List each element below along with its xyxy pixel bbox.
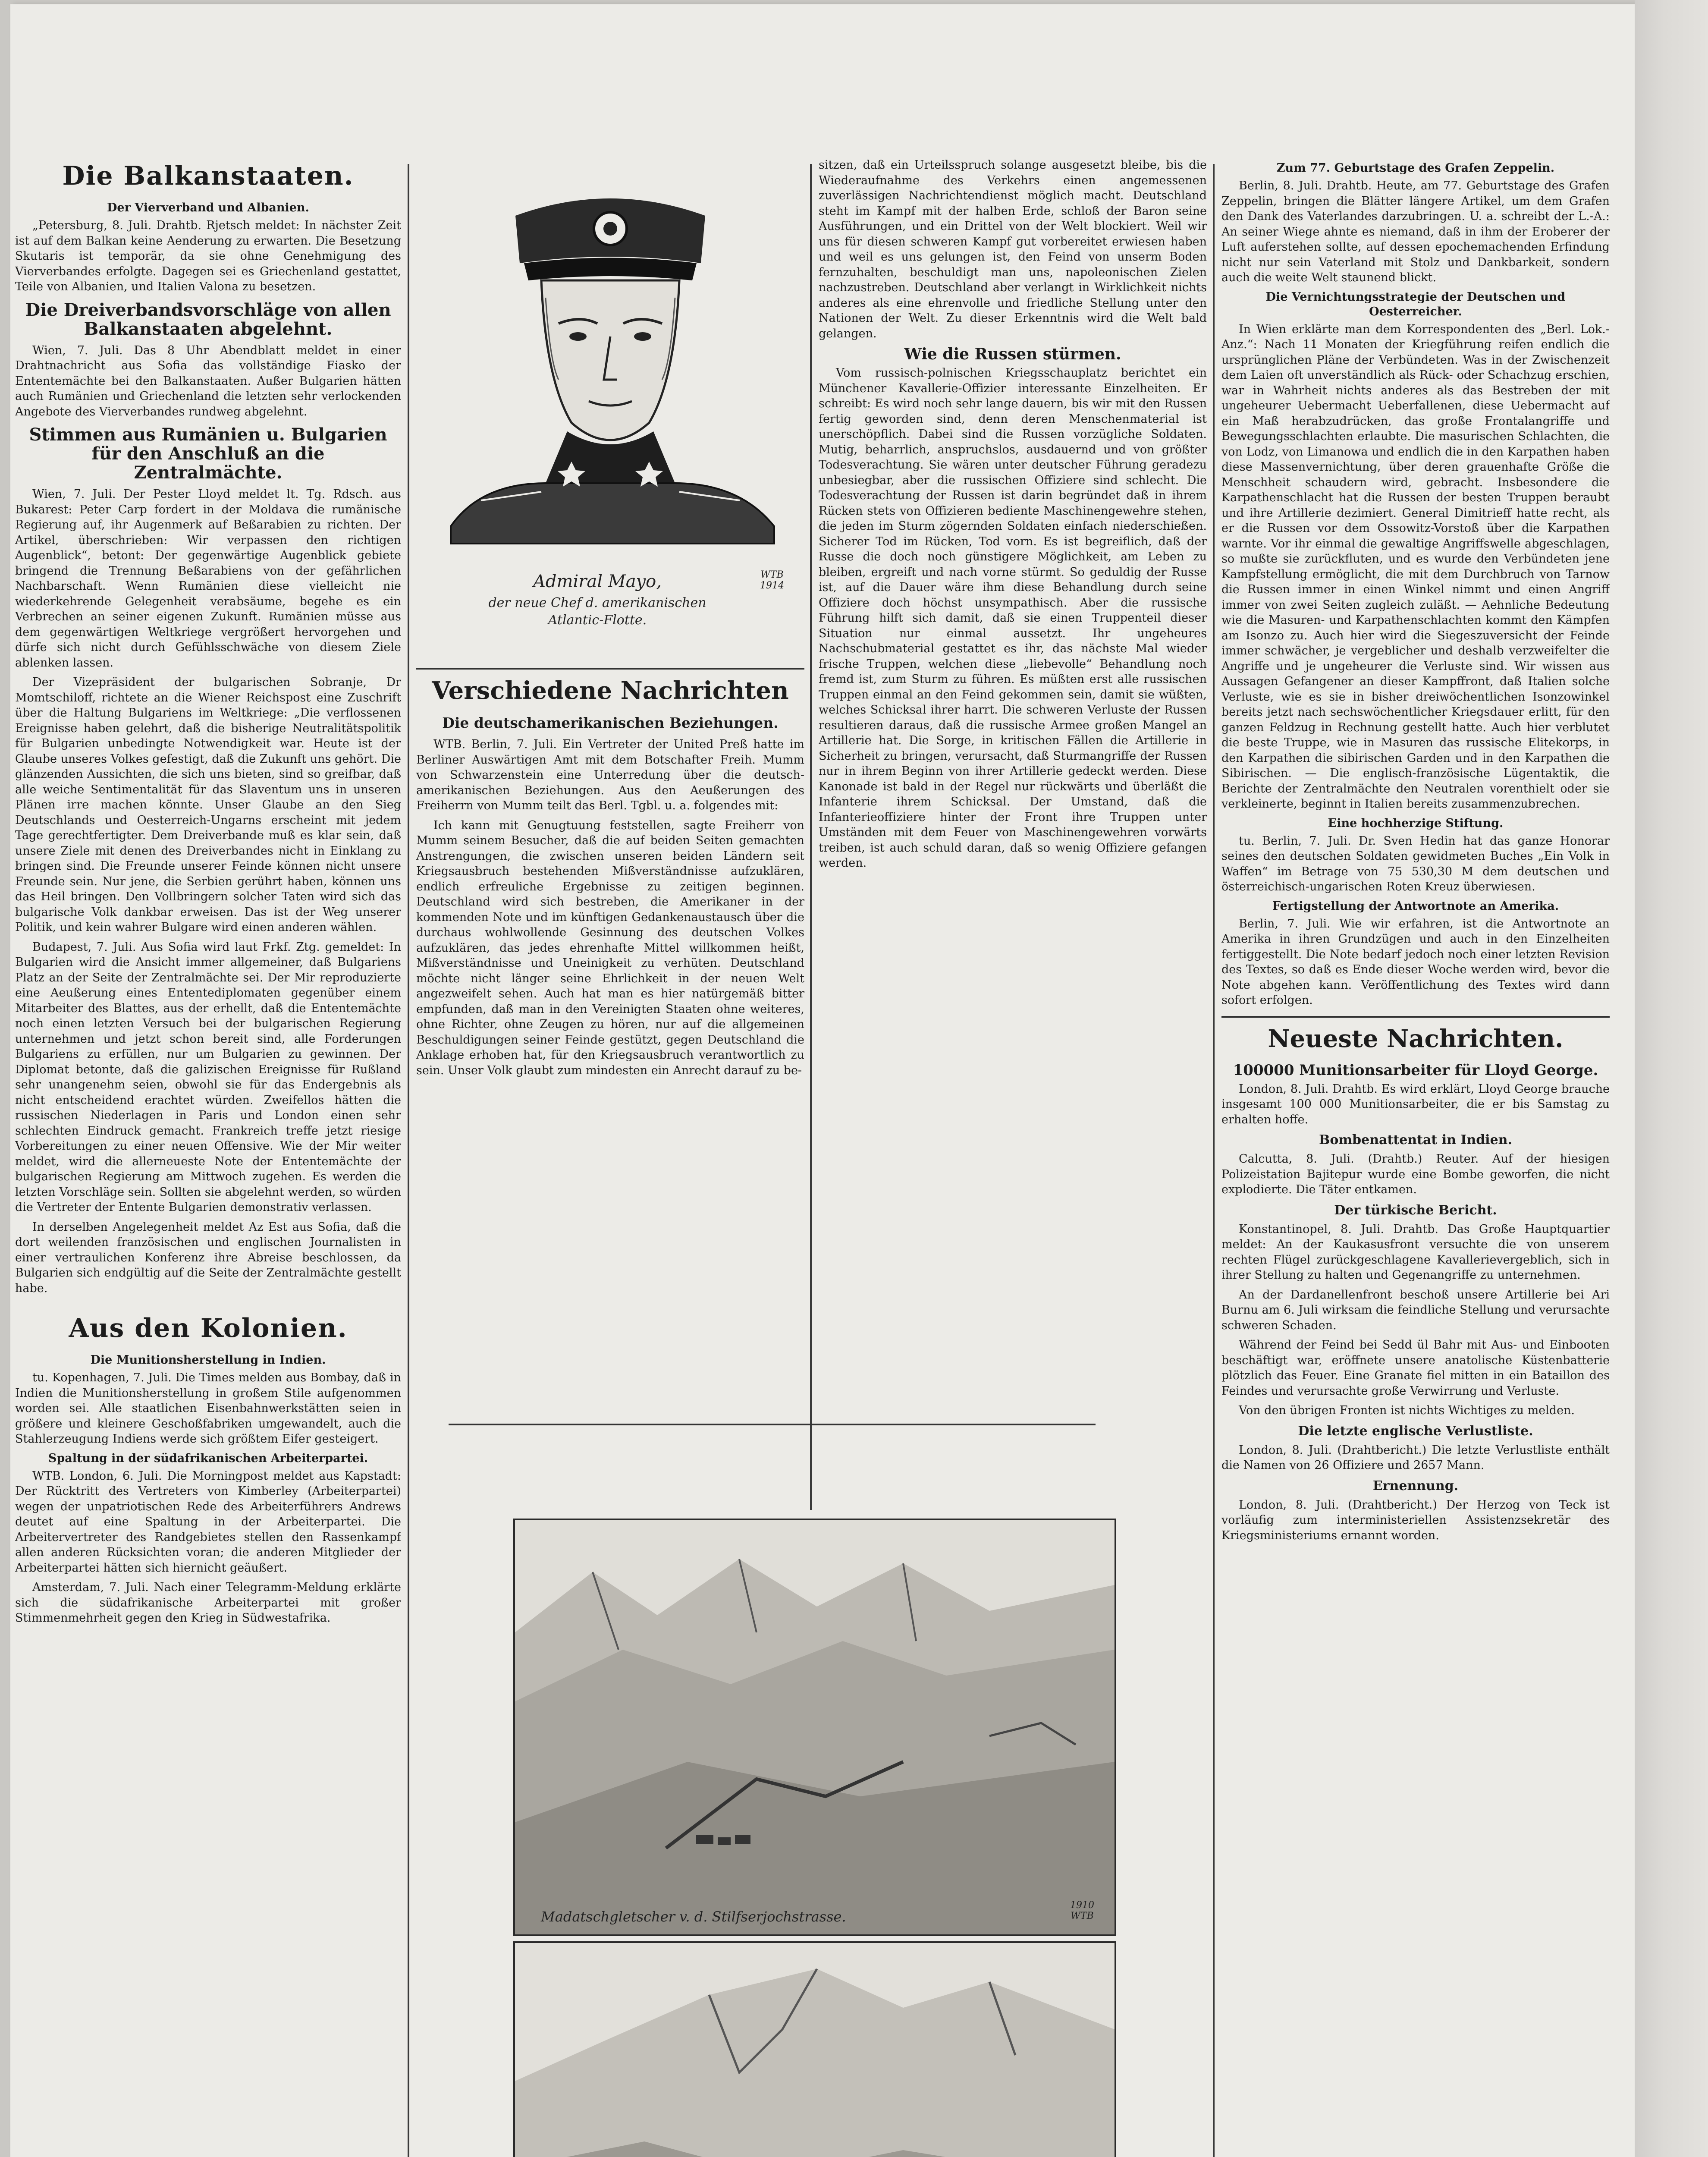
article-paragraph: Während der Feind bei Sedd ül Bahr mit Aus- und Einbooten beschäftigt war, eröffnete unsere anatolische Küstenbatterie plötzlich das Feuer. Eine Granate fiel mitten in ein Bataillon des Feindes und verursachte große Verwirrung und Verluste. — [1221, 1338, 1610, 1398]
article-paragraph: Wien, 7. Juli. Das 8 Uhr Abendblatt meldet in einer Drahtnachricht aus Sofia das vollständige Fiasko der Ententemächte bei den Balkanstaaten. Außer Bulgarien hätten auch Rumänien und Griechenland die letzten sehr verlockenden Angebote des Vierverbandes rundweg abgelehnt. — [15, 343, 401, 418]
article-paragraph: WTB. London, 6. Juli. Die Morningpost meldet aus Kapstadt: Der Rücktritt des Vertreters von Kimberley (Arbeiterpartei) wegen der unpatriotischen Rede des Arbeiterführers Andrews deutet auf eine Spaltung in der Arbeiterpartei. Die Arbeitervertreter des Randgebietes stellen den Rassenkampf allen anderen Rücksichten voran; die anderen Mitglieder der Arbeiterpartei hätten sich hiernicht geäußert. — [15, 1469, 401, 1575]
article-paragraph: Budapest, 7. Juli. Aus Sofia wird laut Frkf. Ztg. gemeldet: In Bulgarien wird die Ansicht immer allgemeiner, daß Bulgariens Platz an der Seite der Zentralmächte sei. Der Mir reproduzierte eine Aeußerung eines Ententediplomaten gegenüber einem Mitarbeiter des Blattes, aus der erhellt, daß die Ententemächte noch einen letzten Versuch bei der bulgarischen Regierung unternehmen und jetzt schon bereit sind, alle Forderungen Bulgariens zu erfüllen, nur um Bulgarien zu gewinnen. Der Diplomat betonte, daß die galizischen Ereignisse für Rußland sehr unangenehm seien, obwohl sie für das Endergebnis als nicht entscheidend erachtet würden. Zweifellos hätten die russischen Niederlagen in Paris und London einen sehr schlechten Eindruck gemacht. Frankreich treffe jetzt riesige Vorbereitungen zu einer neuen Offensive. Wie der Mir weiter meldet, wird die allerneueste Note der Ententemächte der bulgarischen Regierung am Mittwoch zugehen. Es werden die letzten Vorschläge sein. Sollten sie abgelehnt werden, so würden die Vertreter der Entente Bulgarien demonstrativ verlassen. — [15, 940, 401, 1214]
article-paragraph: Berlin, 8. Juli. Drahtb. Heute, am 77. Geburtstage des Grafen Zeppelin, bringen die Blätter längere Artikel, um dem Grafen den Dank des Vaterlandes darzubringen. U. a. schreibt der L.-A.: An seiner Wiege ahnte es niemand, daß in ihm der Eroberer der Luft auferstehen sollte, auf dessen epochemachenden Erfindung nicht nur sein Vaterland mit Stolz und Dankbarkeit, sondern auch die weite Welt staunend blickt. — [1221, 179, 1610, 284]
article-paragraph: Amsterdam, 7. Juli. Nach einer Telegramm-Meldung erklärte sich die südafrikanische Arbeiterpartei mit großer Stimmenmehrheit gegen den Krieg in Südwestafrika. — [15, 1581, 401, 1625]
separator-rule — [449, 1424, 1096, 1425]
article-paragraph: „Petersburg, 8. Juli. Drahtb. Rjetsch meldet: In nächster Zeit ist auf dem Balkan keine Aenderung zu erwarten. Die Besetzung Skutaris ist temporär, da sie ohne Genehmigung des Vierverbandes erfolgte. Dagegen sei es Griechenland gestattet, Teile von Albanien, und Italien Valona zu besetzen. — [15, 219, 401, 293]
column-rule-1 — [408, 164, 409, 2157]
illustration-signature-1: 1910 WTB — [1070, 1900, 1094, 1921]
article-paragraph: London, 8. Juli. (Drahtbericht.) Der Herzog von Teck ist vorläufig zum interministeriellen Assistenzsekretär des Kriegsministeriums ernannt worden. — [1221, 1498, 1610, 1542]
portrait-caption-line-3: Atlantic-Flotte. — [548, 613, 647, 628]
article-paragraph: London, 8. Juli. (Drahtbericht.) Die letzte Verlustliste enthält die Namen von 26 Offiziere und 2657 Mann. — [1221, 1443, 1610, 1472]
article-paragraph: Calcutta, 8. Juli. (Drahtb.) Reuter. Auf der hiesigen Polizeistation Bajitepur wurde eine Bombe geworfen, die nicht explodierte. Die Täter entkamen. — [1221, 1152, 1610, 1196]
article-paragraph: tu. Kopenhagen, 7. Juli. Die Times melden aus Bombay, daß in Indien die Munitionsherstellung in großem Stile aufgenommen worden sei. Alle staatlichen Eisenbahnwerkstätten seien in größere und kleinere Geschoßfabriken umgewandelt, auch die Stahlerzeugung Indiens werde sich größtem Eifer gesteigert. — [15, 1371, 401, 1446]
article-paragraph: In derselben Angelegenheit meldet Az Est aus Sofia, daß die dort weilenden französischen und englischen Journalisten in einer vertraulichen Konferenz ihre Abreise beschlossen, da Bulgarien sich endgültig auf die Seite der Zentralmächte gestellt habe. — [15, 1220, 401, 1295]
article-heading: Die Munitionsherstellung in Indien. — [90, 1353, 326, 1367]
section-title-balkanstaaten: Die Balkanstaaten. — [62, 161, 354, 191]
landscape-illustration-1 — [513, 1519, 1116, 1936]
article-paragraph: Vom russisch-polnischen Kriegsschauplatz berichtet ein Münchener Kavallerie-Offizier interessante Einzelheiten. Er schreibt: Es wird noch sehr lange dauern, bis wir mit den Russen fertig geworden sind, denn deren Menschenmaterial ist unerschöpflich. Dabei sind die Russen vorzügliche Soldaten. Mutig, beharrlich, anspruchslos, ausdauernd und von größter Todesverachtung. Sie wären unter deutscher Führung geradezu unbesiegbar, aber die russischen Offiziere sind schlecht. Die Todesverachtung der Russen ist darin begründet daß in ihrem Rücken stets von Offizieren bediente Maschinengewehre stehen, die jeden im Sturm zögernden Soldaten einfach niederschießen. Sicherer Tod im Rücken, Tod vorn. Es ist begreiflich, daß der Russe die doch noch günstigere Möglichkeit, am Leben zu bleiben, ergreift und nach vorne stürmt. So geduldig der Russe ist, auf die Dauer wäre ihm diese Behandlung durch seine Offiziere doch höchst unsympathisch. Aber die russische Führung hilft sich damit, daß sie einen Truppenteil dieser Situation nur einmal aussetzt. Ihr ungeheures Nachschubmaterial gestattet es ihr, das nächste Mal wieder frische Truppen, welchen diese „liebevolle“ Behandlung noch fremd ist, zum Sturm zu führen. Es müßten erst alle russischen Truppen einmal an den Feind gekommen sein, damit sie wüßten, welches Schicksal ihrer harrt. Die schweren Verluste der Russen resultieren daraus, daß die russische Armee großen Mangel an Artillerie hat. Die Sorge, in kritischen Fällen die Artillerie in Sicherheit zu bringen, verursacht, daß Sturmangriffe der Russen nur in ihrem Beginn von ihrer Artillerie gedeckt werden. Diese Kanonade ist bald in der Regel nur rückwärts und überläßt die Infanterie ihrem Schicksal. Der Umstand, daß die Infanterieoffiziere hinter der Front ihre Truppen unter Umständen mit dem Feuer von Maschinengewehren vorwärts treiben, ist auch schuld daran, daß so wenig Offiziere gefangen werden. — [819, 366, 1207, 870]
portrait-caption-line-1: Admiral Mayo, — [533, 572, 662, 591]
article-heading: Eine hochherzige Stiftung. — [1328, 816, 1504, 830]
article-paragraph: Berlin, 7. Juli. Wie wir erfahren, ist die Antwortnote an Amerika in ihren Grundzügen und auch in den Einzelheiten fertiggestellt. Die Note bedarf jedoch noch einer letzten Revision des Textes, so daß es Ende dieser Woche werden wird, bevor die Note abgehen kann. Veröffentlichung des Textes wird dann sofort erfolgen. — [1221, 917, 1610, 1007]
landscape-illustration-2 — [513, 1941, 1116, 2157]
portrait-signature: WTB 1914 — [760, 569, 784, 591]
article-paragraph: Ich kann mit Genugtuung feststellen, sagte Freiherr von Mumm seinem Besucher, daß die auf beiden Seiten gemachten Anstrengungen, die zwischen unseren beiden Ländern seit Kriegsausbruch bestehenden Mißverständnisse aufzuklären, endlich erfreuliche Ergebnisse zu zeitigen beginnen. Deutschland wird sich bestreben, die Amerikaner in der kommenden Note und im künftigen Gedankenaustausch über die durchaus wohlwollende Gesinnung des deutschen Volkes aufzuklären, das jedes ehrenhafte Mittel willkommen heißt, Mißverständnisse und Uneinigkeit zu verhüten. Deutschland möchte nicht länger seine Ehrlichkeit in der neuen Welt angezweifelt sehen. Auch hat man es hier natürgemäß bitter empfunden, daß man in den Vereinigten Staaten ohne weiteres, ohne Richter, ohne Zeugen zu hören, nur auf die allgemeinen Beschuldigungen seiner Feinde gestützt, gegen Deutschland die Anklage erhoben hat, für den Kriegsausbruch verantwortlich zu sein. Unser Volk glaubt zum mindesten ein Anrecht darauf zu be- — [416, 818, 804, 1077]
article-paragraph: An der Dardanellenfront beschoß unsere Artillerie bei Ari Burnu am 6. Juli wirksam die feindliche Stellung und verursachte schweren Schaden. — [1221, 1288, 1610, 1332]
article-heading: Wie die Russen stürmen. — [904, 345, 1121, 363]
article-paragraph: tu. Berlin, 7. Juli. Dr. Sven Hedin hat das ganze Honorar seines den deutschen Soldaten gewidmeten Buches „Ein Volk in Waffen“ im Betrage von 75 530,30 M dem deutschen und österreichisch-ungarischen Roten Kreuz überwiesen. — [1221, 834, 1610, 893]
column-3 — [819, 157, 1207, 1417]
article-heading: Die letzte englische Verlustliste. — [1298, 1423, 1533, 1439]
column-2 — [416, 155, 804, 1510]
portrait-caption-line-2: der neue Chef d. amerikanischen — [488, 595, 706, 610]
mountain-glacier-drawing — [515, 1520, 1115, 1934]
article-heading: Stimmen aus Rumänien u. Bulgarien für den Anschluß an die Zentralmächte. — [29, 424, 387, 483]
article-heading: Der Vierverband und Albanien. — [107, 201, 309, 214]
article-paragraph: Von den übrigen Fronten ist nichts Wichtiges zu melden. — [1239, 1404, 1575, 1417]
article-heading: Spaltung in der südafrikanischen Arbeiterpartei. — [48, 1451, 368, 1465]
article-heading: Die Vernichtungsstrategie der Deutschen und Oesterreicher. — [1265, 290, 1566, 318]
article-heading: 100000 Munitionsarbeiter für Lloyd George. — [1233, 1061, 1598, 1079]
admiral-portrait-illustration — [416, 155, 804, 608]
column-rule-3 — [1213, 164, 1215, 2157]
column-rule-2 — [810, 164, 812, 1510]
section-title-kolonien: Aus den Kolonien. — [69, 1313, 348, 1343]
article-paragraph: Der Vizepräsident der bulgarischen Sobranje, Dr Momtschiloff, richtete an die Wiener Reichspost eine Zuschrift über die Haltung Bulgariens im Weltkriege: „Die verflossenen Ereignisse haben gelehrt, daß die bisherige Neutralitätspolitik für Bulgarien unbedingte Notwendigkeit war. Heute ist der Glaube unseres Volkes gefestigt, daß die Zukunft uns gehört. Die glänzenden Aussichten, die sich uns bieten, sind so greifbar, daß alle weiche Sentimentalität für das Slaventum uns in unseren Plänen irre machen könnte. Unser Glaube an den Sieg Deutschlands und Oesterreich-Ungarns erscheint mit jedem Tage gerechtfertigter. Dem Dreiverbande muß es klar sein, daß unsere Ziele mit denen des Dreiverbandes nicht in Einklang zu bringen sind. Die Freunde unserer Feinde können nicht unsere Freunde sein. Nur jene, die Serbien gerührt haben, können uns das Heil bringen. Den Vollbringern solcher Taten wird sich das bulgarische Volk dankbar erweisen. Das ist der Weg unserer Politik, und kein wahrer Bulgare wird einen anderen wählen. — [15, 676, 401, 934]
article-paragraph: Konstantinopel, 8. Juli. Drahtb. Das Große Hauptquartier meldet: An der Kaukasusfront versuchte die von unserem rechten Flügel zurückgeschlagene Kavallerievergeblich, sich in ihrer Stellung zu halten und Gegenangriffe zu unternehmen. — [1221, 1222, 1610, 1282]
article-paragraph: Wien, 7. Juli. Der Pester Lloyd meldet lt. Tg. Rdsch. aus Bukarest: Peter Carp fordert in der Moldava die rumänische Regierung auf, ihr Augenmerk auf Beßarabien zu richten. Der Artikel, überschrieben: Wir verpassen den richtigen Augenblick“, betont: Der gegenwärtige Augenblick gebiete bringend die Trennung Beßarabiens von der gefährlichen Nachbarschaft. Wenn Rumänien diese vielleicht nie wiederkehrende Gelegenheit verabsäume, begehe es ein Verbrechen an seiner eigenen Zukunft. Rumänien müsse aus dem gegenwärtigen Weltkriege vergrößert hervorgehen und dürfe sich nicht durch Gefühlsschwäche von diesem Ziele ablenken lassen. — [15, 487, 401, 670]
article-paragraph: sitzen, daß ein Urteilsspruch solange ausgesetzt bleibe, bis die Wiederaufnahme des Verkehrs einen angemessenen zuverlässigen Nachrichtendienst möglich macht. Deutschland steht im Kampf mit der halben Erde, schloß der Baron seine Ausführungen, und ein Drittel von der Welt blockiert. Weil wir uns für diesen schweren Kampf gut vorbereitet erwiesen haben und weil es uns gelungen ist, den Feind von unserm Boden fernzuhalten, beschuldigt man uns, napoleonischen Zielen nachzustreben. Deutschland aber verlangt in Wirklichkeit nichts anderes als eine ehrenvolle und friedliche Stellung unter den Nationen der Welt. Zu dieser Erkenntnis wird die Welt bald gelangen. — [819, 158, 1207, 340]
section-title-neueste-nachrichten: Neueste Nachrichten. — [1221, 1016, 1610, 1053]
article-paragraph: WTB. Berlin, 7. Juli. Ein Vertreter der United Preß hatte im Berliner Auswärtigen Amt mit dem Botschafter Freih. Mumm von Schwarzenstein eine Unterredung über die deutsch-amerikanischen Beziehungen. Aus den Aeußerungen des Freiherrn von Mumm teilt das Berl. Tgbl. u. a. folgendes mit: — [416, 738, 804, 812]
column-4 — [1221, 157, 1610, 2157]
article-paragraph: London, 8. Juli. Drahtb. Es wird erklärt, Lloyd George brauche insgesamt 100 000 Munitionsarbeiter, die er bis Samstag zu erhalten hoffe. — [1221, 1082, 1610, 1126]
mountain-road-drawing — [515, 1943, 1115, 2157]
column-1 — [15, 153, 401, 2157]
illustration-caption-1: Madatschgletscher v. d. Stilfserjochstrasse. — [541, 1909, 846, 1925]
article-heading: Zum 77. Geburtstage des Grafen Zeppelin. — [1276, 161, 1555, 175]
article-paragraph: In Wien erklärte man dem Korrespondenten des „Berl. Lok.-Anz.“: Nach 11 Monaten der Kriegführung reifen endlich die ursprünglichen Pläne der Verbündeten. Was in der Zwischenzeit dem Laien oft unverständlich als Rück- oder Schachzug erschien, war in Wahrheit nichts anderes als das Bestreben der mit ungeheurer Uebermacht Ueberfallenen, diese Uebermacht auf ein Maß herabzudrücken, das große Frontalangriffe und Bewegungsschlachten erlaubte. Die masurischen Schlachten, die von Lodz, von Limanowa und endlich die in den Karpathen haben diese Massenvernichtung, über deren grauenhafte Größe die Menschheit schaudern wird, gebracht. Insbesondere die Karpathenschlacht hat die Russen der besten Truppen beraubt und ihre Artillerie dezimiert. General Dimitrieff hatte recht, als er die Russen vor dem Ossowitz-Vorstoß über die Karpathen warnte. Vor ihr einmal die gewaltige Angriffswelle abgeschlagen, so mußte sie zurückfluten, und es wurde den Verbündeten jene Kampfstellung ermöglicht, die mit dem Durchbruch von Tarnow die Russen immer in einen Winkel nimmt und einen Angriff immer von zwei Seiten zugleich zuläßt. — Aehnliche Bedeutung wie die Masuren- und Karpathenschlachten kommt den Kämpfen am Isonzo zu. Auch hier wird die Siegeszuversicht der Feinde immer schwächer, je vergeblicher und deshalb verzweifelter die Angriffe und je ungeheurer die Verluste sind. Wir wissen aus Aussagen Gefangener an dieser Kampffront, daß Italien solche Verluste, wie es sie in bisher dreiwöchentlichen Isonzowinkel bereits jetzt nach sechswöchentlicher Kriegsdauer erlitt, für den ganzen Feldzug in Rechnung gestellt hatte. Auch hier verblutet die beste Truppe, wie in Masuren das russische Elitekorps, in den Karpathen die sibirischen Garden und in den Karpathen die Sibirischen. — Die englisch-französische Lügentaktik, die Berichte der Zentralmächte den Neutralen vorenthielt oder sie verkleinerte, beginnt in Italien bereits zusammenzubrechen. — [1221, 322, 1610, 811]
article-heading: Fertigstellung der Antwortnote an Amerika. — [1272, 899, 1559, 913]
page-edge — [1635, 0, 1708, 2157]
article-heading: Die deutschamerikanischen Beziehungen. — [442, 714, 779, 731]
portrait-figure — [416, 155, 804, 660]
article-heading: Bombenattentat in Indien. — [1319, 1132, 1512, 1148]
article-heading: Der türkische Bericht. — [1334, 1202, 1497, 1218]
article-heading: Die Dreiverbandsvorschläge von allen Balkanstaaten abgelehnt. — [25, 299, 391, 339]
section-title-verschiedene-nachrichten: Verschiedene Nachrichten — [416, 668, 804, 705]
article-heading: Ernennung. — [1372, 1478, 1459, 1494]
